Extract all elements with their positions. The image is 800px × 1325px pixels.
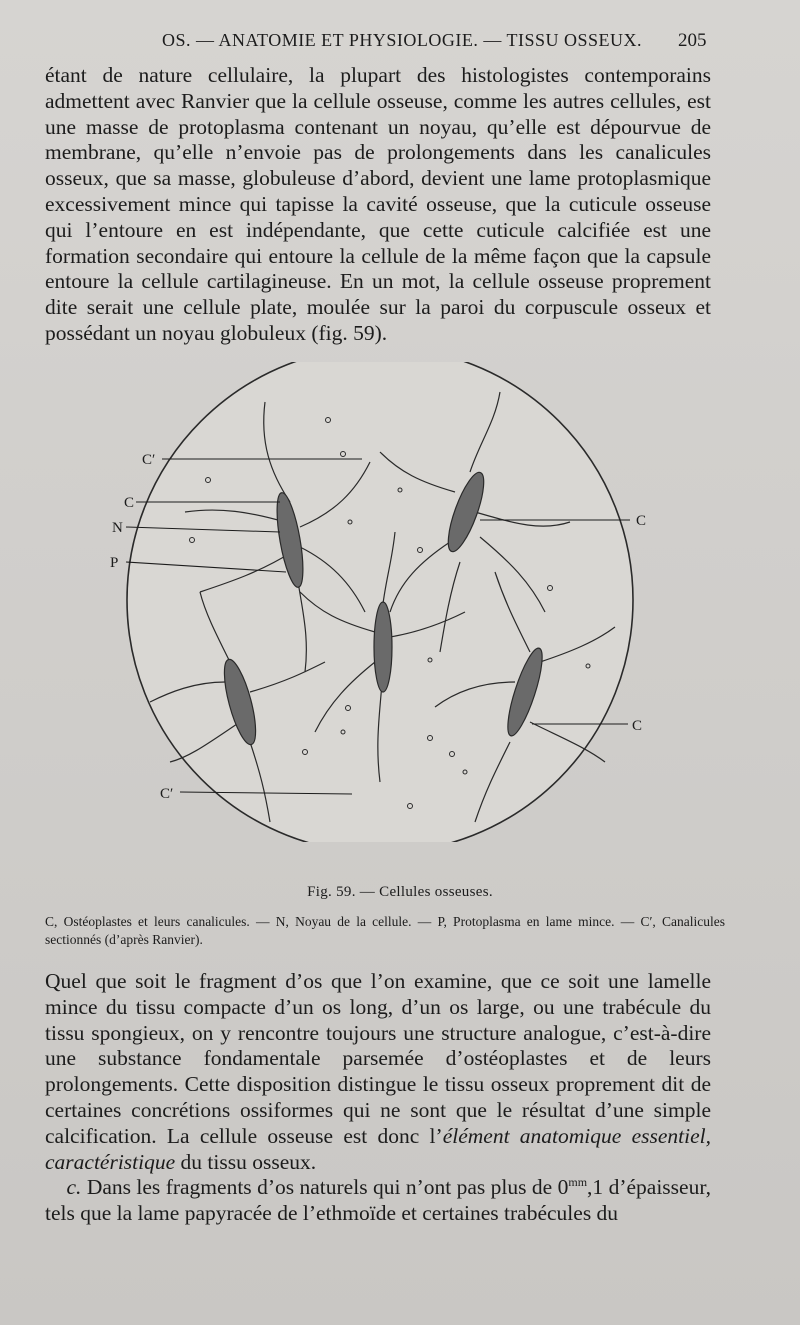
paragraph-fragments-text-1: Dans les fragments d’os naturels qui n’ont pas plus de 0 xyxy=(81,1175,569,1200)
label-n: N xyxy=(112,520,123,536)
paragraph-fragments-letter: c. xyxy=(66,1175,82,1200)
figure-bone-cells xyxy=(100,362,660,842)
header-title: OS. — ANATOMIE ET PHYSIOLOGIE. — TISSU OSSEUX. xyxy=(162,30,643,50)
label-p: P xyxy=(110,555,119,571)
label-c-prime-top: C′ xyxy=(142,452,156,468)
paragraph-structure-text-2: du tissu osseux. xyxy=(175,1149,317,1174)
label-c-right-bottom: C xyxy=(632,718,643,734)
running-header xyxy=(0,30,800,56)
label-c-left: C xyxy=(124,495,135,511)
page-number: 205 xyxy=(678,30,707,51)
paragraph-fragments xyxy=(45,1170,711,1227)
label-c-right-top: C xyxy=(636,513,647,529)
paragraph-structure-italic: élément anatomique essentiel, caractéristique xyxy=(45,1123,711,1174)
figure-caption-legend: C, Ostéoplastes et leurs canalicules. — N, Noyau de la cellule. — P, Protoplasma en lame mince. — C′, Canalicules sectionnés (d’après Ranvier). xyxy=(45,914,725,947)
label-c-prime-bottom: C′ xyxy=(160,786,174,802)
paragraph-structure xyxy=(45,969,711,1175)
paragraph-structure-text-1: Quel que soit le fragment d’os que l’on examine, que ce soit une lamelle mince du tissu compacte d’un os long, d’un os large, ou une trabécule du tissu spongieux, on y rencontre toujours une structure analogue, c’est-à-dire une substance fondamentale parsemée d’ostéoplastes et de leurs prolongements. Cette disposition distingue le tissu osseux proprement dit de certaines concrétions ossiformes qui ne sont que le résultat d’une simple calcification. La cellule osseuse est donc l’ xyxy=(45,969,711,1148)
figure-caption-title: Fig. 59. — Cellules osseuses. xyxy=(307,884,493,900)
paragraph-fragments-unit: mm xyxy=(568,1175,588,1189)
paragraph-intro: étant de nature cellulaire, la plupart des histologistes contemporains admettent avec Ranvier que la cellule osseuse, comme les autres cellules, est une masse de protoplasma contenant un noyau, qu’elle est dépourvue de membrane, qu’elle n’envoie pas de prolongements dans les canalicules osseux, que sa masse, globuleuse d’abord, devient une lame protoplasmique excessivement mince qui tapisse la cavité osseuse, que la cuticule osseuse qui l’entoure en est indépendante, que cette cuticule calcifiée est une formation secondaire qui entoure la cellule de la même façon que la capsule entoure la cellule cartilagineuse. En un mot, la cellule osseuse proprement dite serait une cellule plate, moulée sur la paroi du corpuscule osseux et possédant un noyau globuleux (fig. 59). xyxy=(45,63,711,345)
paragraph-fragments-text-2: ,1 d’épaisseur, tels que la lame papyracée de l’ethmoïde et certaines trabécules du xyxy=(45,1175,711,1225)
